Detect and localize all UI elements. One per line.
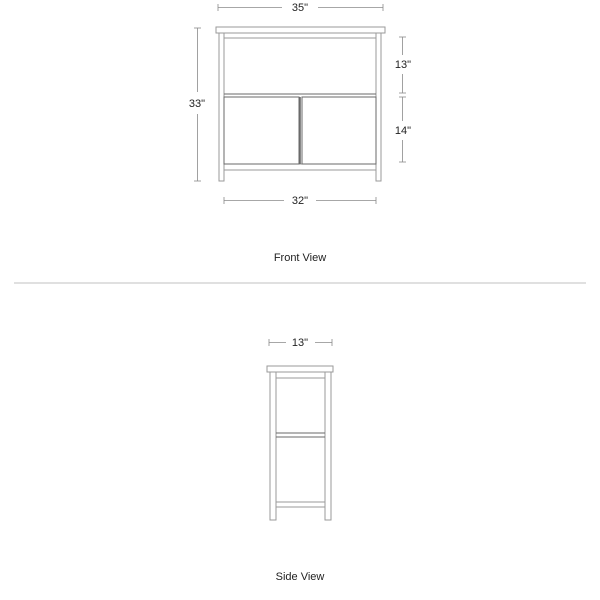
side-front-post bbox=[270, 372, 276, 520]
front-upper-label: 13" bbox=[394, 59, 412, 71]
side-view bbox=[267, 337, 333, 583]
side-top-slab bbox=[267, 366, 333, 372]
front-left-post bbox=[219, 33, 224, 181]
front-inner-width-label: 32" bbox=[291, 195, 309, 207]
front-width-label: 35" bbox=[291, 2, 309, 14]
side-view-caption: Side View bbox=[275, 571, 325, 583]
side-back-post bbox=[325, 372, 331, 520]
side-cabinet bbox=[267, 366, 333, 520]
front-top-slab bbox=[216, 27, 385, 33]
front-door-label: 14" bbox=[394, 125, 412, 137]
front-right-door bbox=[302, 97, 376, 164]
front-height-label: 33" bbox=[188, 98, 206, 110]
front-view bbox=[189, 2, 411, 264]
front-cabinet bbox=[216, 27, 385, 181]
side-depth-label: 13" bbox=[291, 337, 309, 349]
front-view-caption: Front View bbox=[273, 252, 327, 264]
front-left-door bbox=[224, 97, 299, 164]
front-right-post bbox=[376, 33, 381, 181]
